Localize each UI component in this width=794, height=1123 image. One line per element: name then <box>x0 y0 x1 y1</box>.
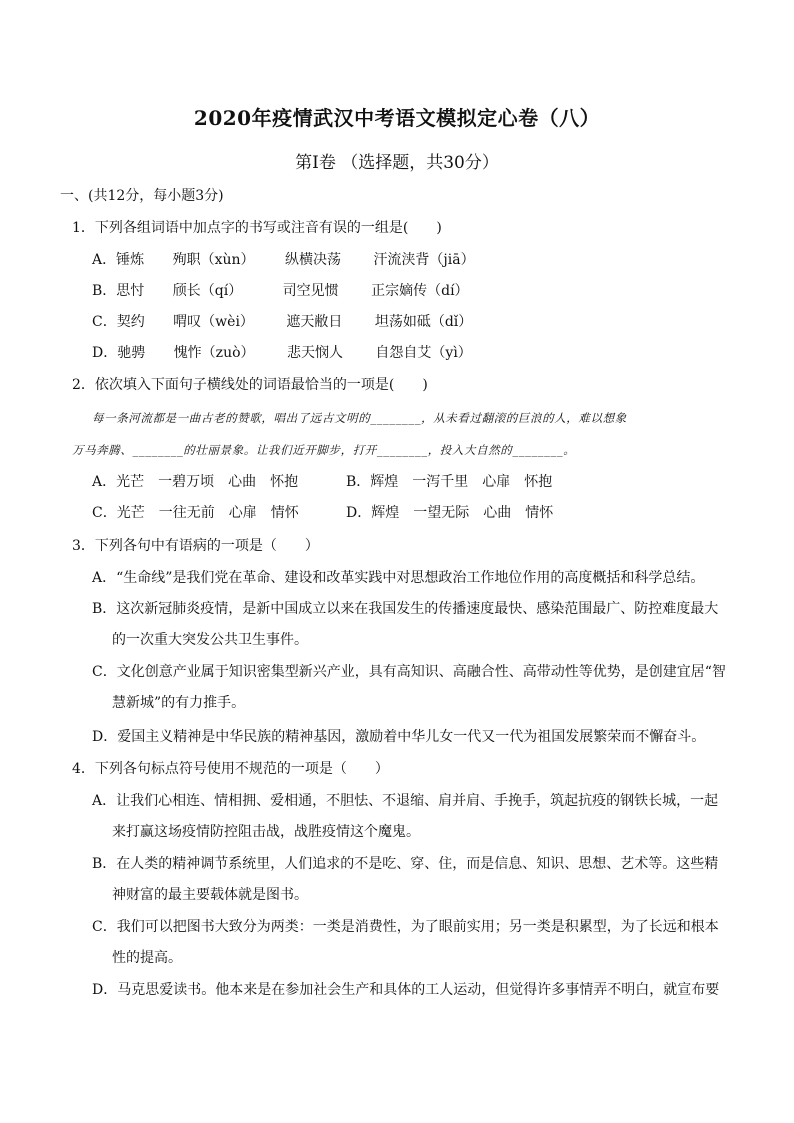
question-2-option-d: D．辉煌 一望无际 心曲 情怀 <box>346 505 554 521</box>
question-4-option-b: B．在人类的精神调节系统里，人们追求的不是吃、穿、住，而是信息、知识、思想、艺术等。这些精 <box>92 856 719 872</box>
question-4-option-c-cont: 性的提高。 <box>112 950 182 966</box>
question-3-option-d: D．爱国主义精神是中华民族的精神基因，激励着中华儿女一代又一代为祖国发展繁荣而不懈奋斗。 <box>92 729 706 745</box>
question-1-option-d: D．驰骋 愧怍（zuò） 悲天悯人 自怨自艾（yì） <box>92 345 472 361</box>
question-3-option-b: B．这次新冠肺炎疫情，是新中国成立以来在我国发生的传播速度最快、感染范围最广、防控难度最大 <box>92 601 719 617</box>
question-3-option-a: A．“生命线”是我们党在革命、建设和改革实践中对思想政治工作地位作用的高度概括和科学总结。 <box>92 570 705 586</box>
question-3-option-c-cont: 慧新城”的有力推手。 <box>112 695 246 711</box>
question-4-option-b-cont: 神财富的最主要载体就是图书。 <box>112 887 308 903</box>
question-2-passage-line-1: 每一条河流都是一曲古老的赞歌，唱出了远古文明的________，从未看过翻滚的巨浪的人，难以想象 <box>92 411 627 425</box>
question-2-option-b: B．辉煌 一泻千里 心扉 怀抱 <box>346 474 553 490</box>
question-1-option-b: B．思忖 颀长（qí） 司空见惯 正宗嫡传（dí） <box>92 283 469 299</box>
page-title: 2020年疫情武汉中考语文模拟定心卷（八） <box>193 106 601 130</box>
question-1-option-c: C．契约 喟叹（wèi） 遮天敝日 坦荡如砥（dǐ） <box>92 314 473 330</box>
question-2-option-a: A．光芒 一碧万顷 心曲 怀抱 <box>92 474 299 490</box>
question-3-stem: 3．下列各句中有语病的一项是（ ） <box>72 538 319 554</box>
question-4-stem: 4．下列各句标点符号使用不规范的一项是（ ） <box>72 761 389 777</box>
question-2-passage-line-2: 万马奔腾、________的壮丽景象。让我们近开脚步，打开________，投入大自然的________。 <box>72 443 576 457</box>
question-4-option-c: C．我们可以把图书大致分为两类：一类是消费性，为了眼前实用；另一类是积累型，为了长远和根本 <box>92 919 719 935</box>
question-4-option-d: D．马克思爱读书。他本来是在参加社会生产和具体的工人运动，但觉得许多事情弄不明白，就宣布要 <box>92 982 720 998</box>
question-2-stem: 2．依次填入下面句子横线处的词语最恰当的一项是( ) <box>72 377 428 393</box>
section-heading: 一、(共12分，每小题3分) <box>60 188 224 204</box>
question-4-option-a-cont: 来打赢这场疫情防控阻击战，战胜疫情这个魔鬼。 <box>112 824 420 840</box>
question-3-option-c: C．文化创意产业属于知识密集型新兴产业，具有高知识、高融合性、高带动性等优势，是创建宜居“智 <box>92 664 726 680</box>
question-4-option-a: A．让我们心相连、情相拥、爱相通，不胆怯、不退缩、肩并肩、手挽手，筑起抗疫的钢铁长城，一起 <box>92 793 719 809</box>
question-3-option-b-cont: 的一次重大突发公共卫生事件。 <box>112 632 308 648</box>
question-2-option-c: C．光芒 一往无前 心扉 情怀 <box>92 505 299 521</box>
page-subtitle: 第Ⅰ卷 （选择题，共30分） <box>295 153 499 173</box>
question-1-stem: 1．下列各组词语中加点字的书写或注音有误的一组是( ) <box>72 220 442 236</box>
question-1-option-a: A．锤炼 殉职（xùn） 纵横决荡 汗流浃背（jiā） <box>92 252 475 268</box>
